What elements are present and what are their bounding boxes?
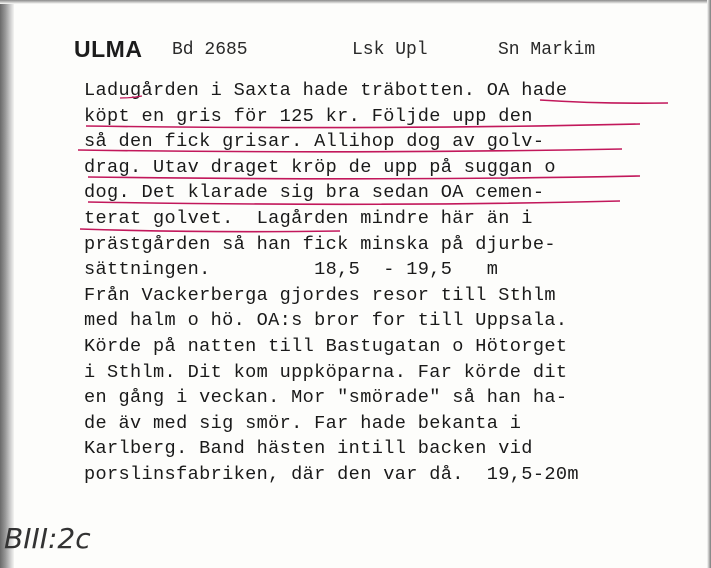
pencil-archive-annotation: BIII:2c: [4, 522, 91, 555]
text-line: dog. Det klarade sig bra sedan OA cemen-: [84, 182, 545, 204]
parish-label: Sn Markim: [498, 40, 596, 60]
text-line: Körde på natten till Bastugatan o Hötorget: [84, 335, 568, 357]
text-line: porslinsfabriken, där den var då. 19,5-20m: [84, 463, 579, 485]
card-header: [0, 36, 711, 66]
province-label: Lsk Upl: [352, 40, 428, 60]
card-body-text: [84, 78, 684, 488]
text-line: de äv med sig smör. Far hade bekanta i: [84, 412, 522, 434]
text-line: prästgården så han fick minska på djurbe-: [84, 233, 556, 255]
text-line: köpt en gris för 125 kr. Följde upp den: [84, 105, 533, 127]
scan-shadow-left: [0, 0, 14, 568]
text-line: med halm o hö. OA:s bror for till Uppsala.: [84, 310, 568, 332]
text-line: terat golvet. Lagården mindre här än i: [84, 207, 533, 229]
text-line: i Sthlm. Dit kom uppköparna. Far körde dit: [84, 361, 568, 383]
text-line: Från Vackerberga gjordes resor till Sthlm: [84, 284, 556, 306]
text-line: drag. Utav draget kröp de upp på suggan o: [84, 156, 556, 178]
record-code: Bd 2685: [172, 40, 248, 60]
text-line: så den fick grisar. Allihop dog av golv-: [84, 131, 545, 153]
text-line: Ladugården i Saxta hade träbotten. OA hade: [84, 80, 568, 101]
text-line: en gång i veckan. Mor "smörade" så han ha-: [84, 387, 568, 409]
text-line: sättningen. 18,5 - 19,5 m: [84, 259, 499, 281]
informant-name: ULMA: [74, 36, 143, 62]
scan-shadow-right: [707, 0, 711, 568]
text-line: Karlberg. Band hästen intill backen vid: [84, 438, 533, 460]
scan-shadow-top: [0, 0, 711, 4]
